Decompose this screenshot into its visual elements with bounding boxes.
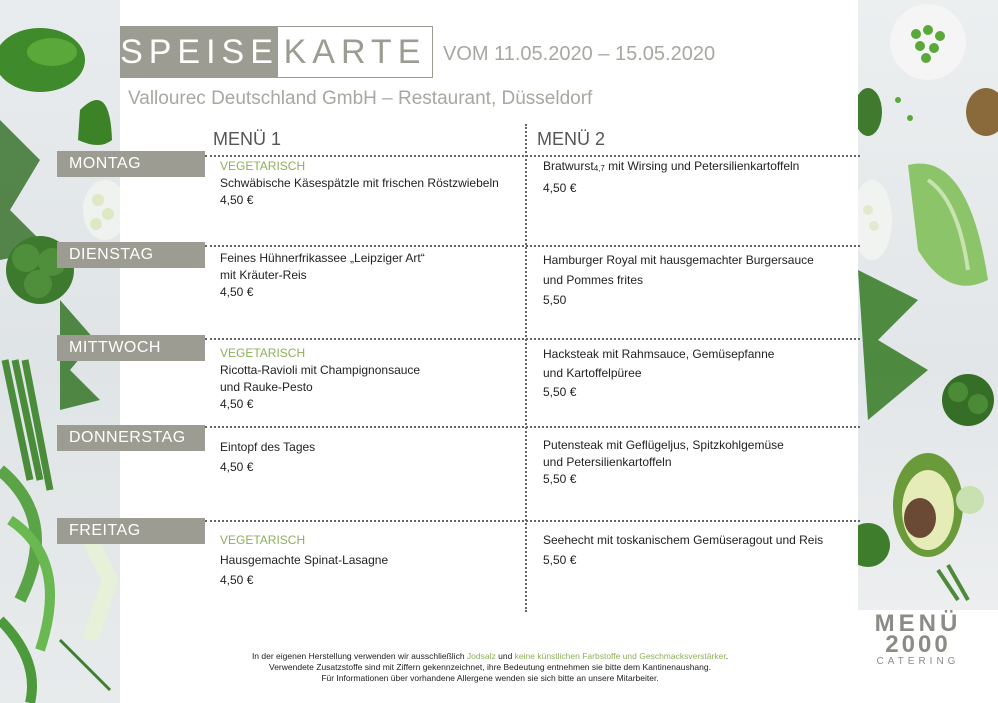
dish-name: Feines Hühnerfrikassee „Leipziger Art“ [220,251,425,265]
footer-line-2: Verwendete Zusatzstoffe sind mit Ziffern gekennzeichnet, ihre Bedeutung entnehmen sie bitte dem Kantinenaushang. [269,662,711,672]
dish-name: Bratwurst [543,159,594,173]
logo-menu-text: MENÜ [874,610,962,637]
price: 4,50 € [220,193,254,207]
day-label-monday: MONTAG [57,151,205,177]
day-label-wednesday: MITTWOCH [57,335,205,361]
dish-name-line2: und Rauke-Pesto [220,380,313,394]
dish-name-rest: mit Wirsing und Petersilienkartoffeln [604,159,800,173]
price: 4,50 € [220,397,254,411]
row-divider [205,338,860,340]
vegetarian-label: VEGETARISCH [220,346,306,360]
row-divider [205,520,860,522]
price: 4,50 € [220,285,254,299]
company-name: Vallourec Deutschland GmbH – Restaurant, Düsseldorf [128,88,593,109]
row-divider [205,426,860,428]
vegetarian-label: VEGETARISCH [220,533,306,547]
price: 5,50 € [543,385,577,399]
day-label-thursday: DONNERSTAG [57,425,205,451]
friday-menu1 [220,530,388,590]
dish-name-line2: und Petersilienkartoffeln [543,455,672,469]
dish-name: Schwäbische Käsespätzle mit frischen Röstzwiebeln [220,176,499,190]
price: 5,50 € [543,472,577,486]
menu1-header: MENÜ 1 [213,129,282,149]
vegetarian-label: VEGETARISCH [220,159,306,173]
day-label-tuesday: DIENSTAG [57,242,205,268]
column-divider [525,124,527,612]
dish-name-line2: und Pommes frites [543,273,644,287]
right-vegetable-image [858,0,998,610]
footer-line-1 [180,651,800,662]
footer-text: In der eigenen Herstellung verwenden wir ausschließlich [251,651,467,661]
day-label-friday: FREITAG [57,518,205,544]
price: 4,50 € [220,460,254,474]
footer-highlight-additives: keine künstlichen Farbstoffe und Geschmacksverstärker [514,651,726,661]
row-divider [205,245,860,247]
friday-menu2 [543,530,823,570]
footer-notice [180,651,800,684]
tuesday-menu1 [220,250,425,301]
dish-name: Hamburger Royal mit hausgemachter Burgersauce [543,253,814,267]
date-range: VOM 11.05.2020 – 15.05.2020 [443,43,716,65]
wednesday-menu2 [543,345,774,402]
dish-name: Eintopf des Tages [220,440,316,454]
footer-line-3: Für Informationen über vorhandene Allergene wenden sie sich bitte an unsere Mitarbeiter. [321,673,659,683]
tuesday-menu2 [543,250,814,310]
price: 5,50 [543,293,567,307]
logo-number-text: 2000 [885,631,951,658]
row-divider [205,155,860,157]
footer-text: und [495,651,515,661]
monday-menu2 [543,158,799,197]
wednesday-menu1 [220,345,420,413]
thursday-menu1 [220,437,315,477]
dish-name: Seehecht mit toskanischem Gemüseragout und Reis [543,533,824,547]
price: 4,50 € [543,181,577,195]
logo-catering-text: CATERING [876,656,960,667]
dish-name: Ricotta-Ravioli mit Champignonsauce [220,363,421,377]
menu2000-logo [866,610,970,676]
footer-text: . [725,651,729,661]
dish-name-line2: und Kartoffelpüree [543,366,642,380]
thursday-menu2 [543,437,784,488]
dish-name-line2: mit Kräuter-Reis [220,268,307,282]
title-karte: KARTE [283,32,427,71]
dish-name: Putensteak mit Geflügeljus, Spitzkohlgemüse [543,438,784,452]
dish-name: Hausgemachte Spinat-Lasagne [220,553,389,567]
footer-highlight-jodsalz: Jodsalz [466,651,496,661]
title-box [120,26,433,78]
menu2-header: MENÜ 2 [537,129,606,149]
monday-menu1 [220,158,499,209]
additive-number: 4,7 [593,164,605,173]
dish-name: Hacksteak mit Rahmsauce, Gemüsepfanne [543,347,775,361]
price: 4,50 € [220,573,254,587]
price: 5,50 € [543,553,577,567]
title-speise: SPEISE [121,27,278,77]
